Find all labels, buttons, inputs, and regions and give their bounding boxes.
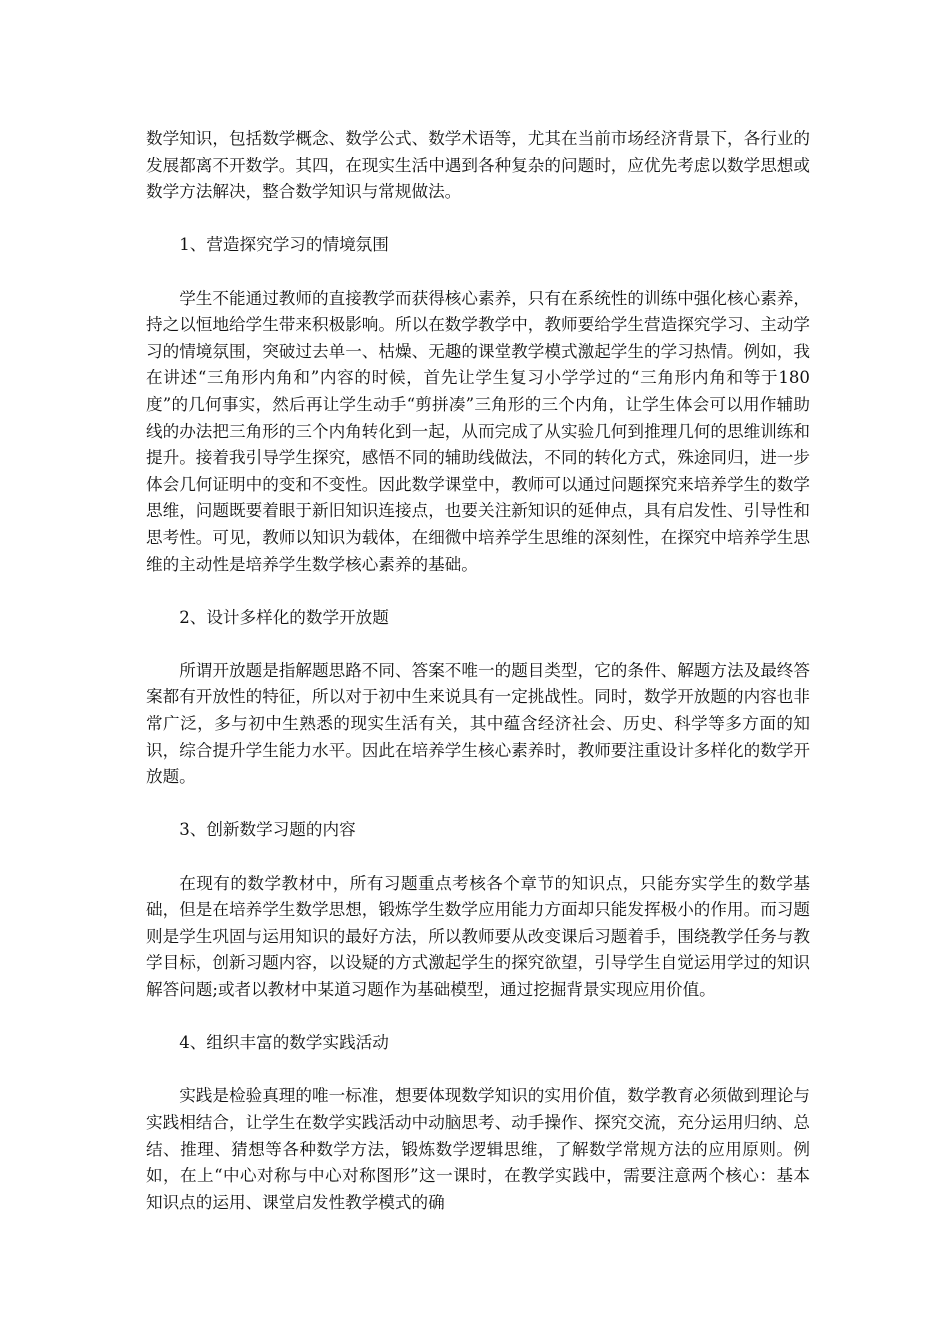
spacer bbox=[146, 1057, 810, 1084]
spacer bbox=[146, 1004, 810, 1031]
section-heading-3: 3、创新数学习题的内容 bbox=[179, 820, 356, 840]
section-heading-2: 2、设计多样化的数学开放题 bbox=[179, 607, 389, 627]
spacer bbox=[146, 631, 810, 658]
paragraph-section-4: 实践是检验真理的唯一标准，想要体现数学知识的实用价值，数学教育必须做到理论与实践相结合，让学生在数学实践活动中动脑思考、动手操作、探究交流，充分运用归纳、总结、推理、猜想等各种数学方法，锻炼数学逻辑思维，了解数学常规方法的应用原则。例如，在上“中心对称与中心对称图形”这一课时，在教学实践中，需要注意两个核心：基本知识点的运用、课堂启发性教学模式的确 bbox=[146, 1086, 810, 1212]
spacer bbox=[146, 791, 810, 818]
spacer bbox=[146, 844, 810, 871]
spacer bbox=[146, 259, 810, 286]
paragraph-section-3: 在现有的数学教材中，所有习题重点考核各个章节的知识点，只能夯实学生的数学基础，但是在培养学生数学思想，锻炼学生数学应用能力方面却只能发挥极小的作用。而习题则是学生巩固与运用知识的最好方法，所以教师要从改变课后习题着手，围绕教学任务与教学目标，创新习题内容，以设疑的方式激起学生的探究欲望，引导学生自觉运用学过的知识解答问题;或者以教材中某道习题作为基础模型，通过挖掘背景实现应用价值。 bbox=[146, 873, 810, 999]
document-page bbox=[146, 126, 810, 1216]
spacer bbox=[146, 206, 810, 233]
paragraph-section-1: 学生不能通过教师的直接教学而获得核心素养，只有在系统性的训练中强化核心素养，持之以恒地给学生带来积极影响。所以在数学教学中，教师要给学生营造探究学习、主动学习的情境氛围，突破过去单一、枯燥、无趣的课堂教学模式激起学生的学习热情。例如，我在讲述“三角形内角和”内容的时候，首先让学生复习小学学过的“三角形内角和等于180度”的几何事实，然后再让学生动手“剪拼凑”三角形的三个内角，让学生体会可以用作辅助线的办法把三角形的三个内角转化到一起，从而完成了从实验几何到推理几何的思维训练和提升。接着我引导学生探究，感悟不同的辅助线做法，不同的转化方式，殊途同归，进一步体会几何证明中的变和不变性。因此数学课堂中，教师可以通过问题探究来培养学生的数学思维，问题既要着眼于新旧知识连接点，也要关注新知识的延伸点，具有启发性、引导性和思考性。可见，教师以知识为载体，在细微中培养学生思维的深刻性，在探究中培养学生思维的主动性是培养学生数学核心素养的基础。 bbox=[146, 288, 810, 574]
section-heading-4: 4、组织丰富的数学实践活动 bbox=[179, 1033, 389, 1053]
section-heading-1: 1、营造探究学习的情境氛围 bbox=[179, 235, 389, 255]
spacer bbox=[146, 578, 810, 605]
paragraph-section-2: 所谓开放题是指解题思路不同、答案不唯一的题目类型，它的条件、解题方法及最终答案都有开放性的特征，所以对于初中生来说具有一定挑战性。同时，数学开放题的内容也非常广泛，多与初中生熟悉的现实生活有关，其中蕴含经济社会、历史、科学等多方面的知识，综合提升学生能力水平。因此在培养学生核心素养时，教师要注重设计多样化的数学开放题。 bbox=[146, 660, 810, 787]
paragraph-continued: 数学知识，包括数学概念、数学公式、数学术语等，尤其在当前市场经济背景下，各行业的发展都离不开数学。其四，在现实生活中遇到各种复杂的问题时，应优先考虑以数学思想或数学方法解决，整合数学知识与常规做法。 bbox=[146, 129, 810, 202]
